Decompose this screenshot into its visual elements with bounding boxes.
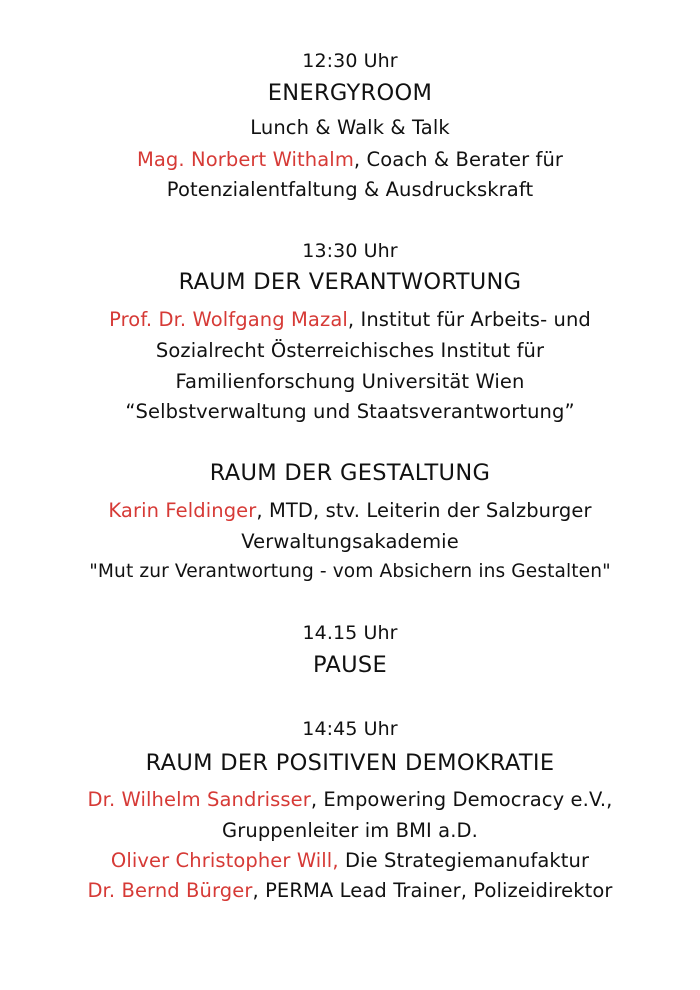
session-title-positive-demokratie: RAUM DER POSITIVEN DEMOKRATIE bbox=[145, 750, 555, 776]
speaker-line bbox=[0, 846, 700, 876]
speaker-affiliation: Die Strategiemanufaktur bbox=[338, 849, 590, 872]
time-1330: 13:30 Uhr bbox=[302, 240, 398, 262]
session-title-gestaltung: RAUM DER GESTALTUNG bbox=[209, 460, 491, 486]
talk-title: “Selbstverwaltung und Staatsverantwortung” bbox=[125, 400, 575, 423]
speaker-role-continued: Potenzialentfaltung & Ausdruckskraft bbox=[166, 178, 534, 201]
speaker-name: Karin Feldinger bbox=[108, 499, 257, 522]
time-1445: 14:45 Uhr bbox=[302, 718, 398, 740]
speaker-affiliation: , MTD, stv. Leiterin der Salzburger bbox=[256, 499, 592, 522]
speaker-name: Mag. Norbert Withalm bbox=[136, 148, 354, 171]
speaker-name: Dr. Wilhelm Sandrisser bbox=[87, 788, 311, 811]
speaker-line bbox=[0, 305, 700, 335]
speaker-line bbox=[0, 876, 700, 906]
time-1230: 12:30 Uhr bbox=[302, 50, 398, 72]
session-title-pause: PAUSE bbox=[313, 652, 387, 678]
speaker-name: Prof. Dr. Wolfgang Mazal bbox=[109, 308, 348, 331]
session-title-energyroom: ENERGYROOM bbox=[267, 80, 433, 106]
speaker-line bbox=[0, 785, 700, 815]
speaker-name: Dr. Bernd Bürger bbox=[87, 879, 253, 902]
speaker-affiliation-line2: Gruppenleiter im BMI a.D. bbox=[222, 819, 478, 842]
session-subtitle: Lunch & Walk & Talk bbox=[250, 116, 450, 139]
speaker-affiliation-line2: Sozialrecht Österreichisches Institut für bbox=[155, 339, 545, 362]
session-title-verantwortung: RAUM DER VERANTWORTUNG bbox=[178, 269, 522, 295]
speaker-role: , Coach & Berater für bbox=[353, 148, 564, 171]
speaker-line bbox=[0, 496, 700, 526]
speaker-affiliation: , PERMA Lead Trainer, Polizeidirektor bbox=[252, 879, 613, 902]
speaker-affiliation-line2: Verwaltungsakademie bbox=[241, 530, 459, 553]
speaker-name: Oliver Christopher Will, bbox=[110, 849, 339, 872]
speaker-affiliation: , Institut für Arbeits- und bbox=[347, 308, 591, 331]
time-1415: 14.15 Uhr bbox=[302, 622, 398, 644]
speaker-affiliation-line3: Familienforschung Universität Wien bbox=[175, 370, 525, 393]
talk-title: "Mut zur Verantwortung - vom Absichern ins Gestalten" bbox=[89, 561, 611, 582]
speaker-affiliation: , Empowering Democracy e.V., bbox=[310, 788, 613, 811]
speaker-line bbox=[0, 145, 700, 175]
